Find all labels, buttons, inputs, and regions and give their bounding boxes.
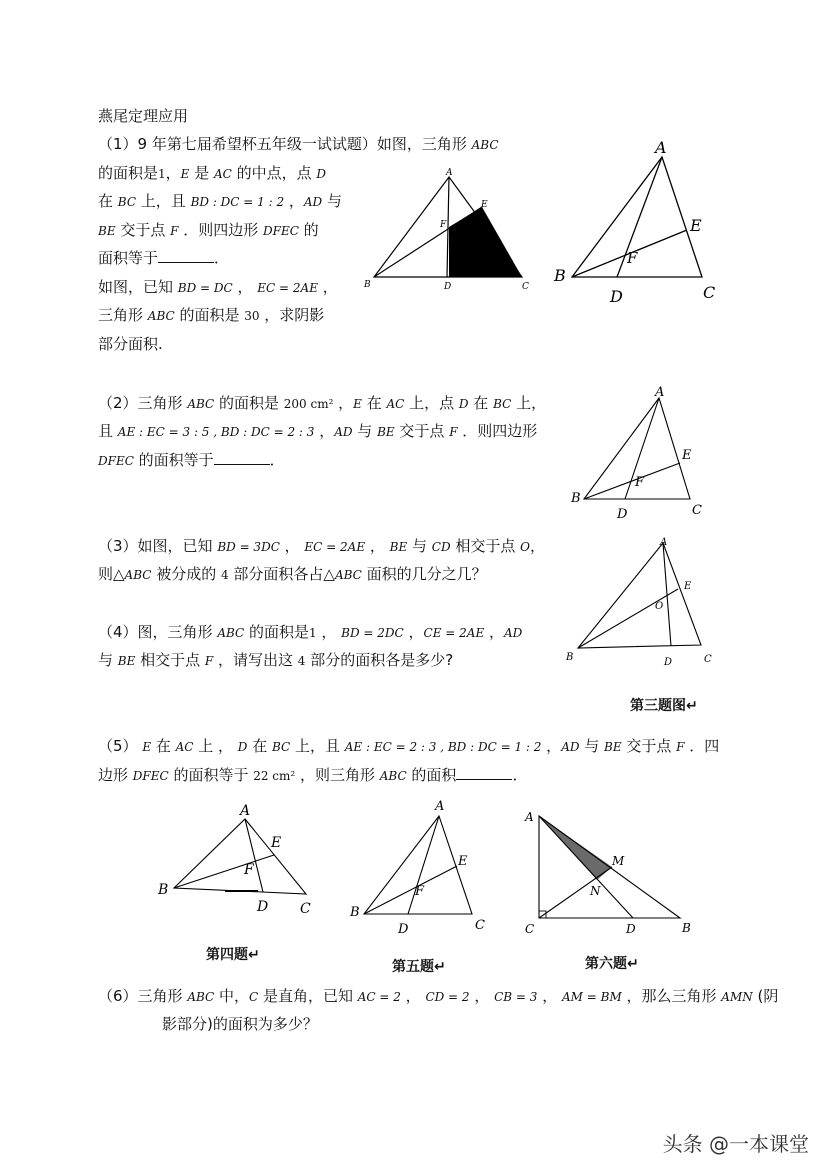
label-b: B — [554, 266, 566, 285]
label-a: A — [240, 803, 251, 819]
label-a: A — [525, 810, 534, 824]
label-c: C — [475, 918, 485, 933]
figure-1-triangle — [550, 135, 730, 305]
label-c: C — [522, 282, 529, 292]
problem-2-line-2: 且 AE : EC = 3 : 5 , BD : DC = 2 : 3 ，AD 与 BE 交于点 F ．则四边形 — [98, 422, 538, 440]
problem-1-line-7: 三角形 ABC 的面积是 30 ，求阴影 — [98, 306, 325, 324]
caption-figure-4: 第四题↵ — [206, 947, 260, 963]
problem-1-line-1: （1）9 年第七届希望杯五年级一试试题）如图，三角形 ABC — [98, 135, 499, 153]
label-b: B — [566, 652, 574, 663]
figure-4-triangle — [150, 795, 325, 930]
figure-2-triangle — [565, 385, 715, 525]
label-a: A — [435, 799, 445, 814]
label-d: D — [617, 507, 628, 522]
label-e: E — [682, 448, 692, 463]
label-c: C — [300, 901, 311, 917]
label-f: F — [440, 220, 447, 230]
label-b: B — [682, 921, 691, 935]
label-e: E — [271, 835, 282, 851]
label-b: B — [158, 882, 169, 898]
label-d: D — [626, 922, 636, 936]
label-d: D — [664, 657, 673, 668]
label-c: C — [692, 503, 702, 518]
label-d: D — [610, 287, 623, 306]
caption-figure-6: 第六题↵ — [585, 956, 639, 972]
page-title: 燕尾定理应用 — [98, 107, 189, 125]
label-d: D — [444, 282, 452, 292]
problem-4-line-2: 与 BE 相交于点 F ，请写出这 4 部分的面积各是多少? — [98, 651, 454, 669]
figure-3-triangle — [560, 535, 725, 670]
label-e: E — [690, 216, 702, 235]
problem-1-line-3: 在 BC 上，且 BD : DC = 1 : 2 ，AD 与 — [98, 192, 342, 210]
label-e: E — [684, 581, 692, 592]
shaded-region — [449, 207, 522, 277]
watermark: 头条 @一本课堂 — [662, 1132, 809, 1156]
label-f: F — [627, 249, 638, 267]
problem-5-line-2: 边形 DFEC 的面积等于 22 cm² ，则三角形 ABC 的面积 ． — [98, 766, 528, 784]
problem-3-line-1: （3）如图，已知 BD = 3DC ， EC = 2AE ， BE 与 CD 相交于点 O， — [98, 537, 545, 555]
answer-blank — [158, 248, 214, 263]
label-f: F — [415, 884, 425, 899]
label-b: B — [350, 905, 360, 920]
caption-figure-5: 第五题↵ — [392, 959, 446, 975]
problem-5-line-1: （5） E 在 AC 上 ， D 在 BC 上，且 AE : EC = 2 : 3 , BD : DC = 1 : 2 ，AD 与 BE 交于点 F ．四 — [98, 737, 720, 755]
problem-1-line-5: 面积等于 ． — [98, 249, 230, 267]
problem-1-line-4: BE 交于点 F ．则四边形 DFEC 的 — [98, 221, 319, 239]
label-d: D — [257, 899, 269, 915]
label-e: E — [458, 854, 468, 869]
label-b: B — [571, 491, 581, 506]
figure-5-triangle — [340, 795, 500, 945]
answer-blank — [214, 450, 270, 465]
label-b: B — [364, 280, 371, 290]
caption-figure-3: 第三题图↵ — [630, 698, 698, 714]
label-a: A — [655, 385, 665, 400]
label-f: F — [635, 475, 645, 490]
problem-6-line-1: （6）三角形 ABC 中，C 是直角，已知 AC = 2 ， CD = 2 ， CB = 3 ， AM = BM ，那么三角形 AMN (阴 — [98, 987, 779, 1005]
label-a: A — [655, 138, 667, 157]
label-d: D — [398, 922, 409, 937]
figure-6-right-triangle — [515, 805, 715, 940]
label-m: M — [612, 854, 625, 868]
label-n: N — [590, 884, 601, 898]
figure-1-shaded-triangle — [360, 165, 535, 295]
label-a: A — [446, 168, 453, 178]
problem-1-line-8: 部分面积. — [98, 335, 163, 353]
shaded-triangle-amn — [539, 816, 612, 880]
problem-1-line-6: 如图，已知 BD = DC ， EC = 2AE ， — [98, 278, 338, 296]
label-f: F — [244, 862, 254, 878]
problem-2-line-1: （2）三角形 ABC 的面积是 200 cm² ，E 在 AC 上，点 D 在 BC 上， — [98, 394, 547, 412]
problem-6-line-2: 影部分)的面积为多少？ — [162, 1015, 318, 1033]
label-c: C — [704, 654, 712, 665]
label-c: C — [703, 283, 716, 302]
problem-4-line-1: （4）图，三角形 ABC 的面积是1 ， BD = 2DC ，CE = 2AE ，AD — [98, 623, 523, 641]
problem-3-line-2: 则△ABC 被分成的 4 部分面积各占△ABC 面积的几分之几？ — [98, 565, 487, 583]
label-e: E — [481, 200, 488, 210]
problem-1-line-2: 的面积是1，E 是 AC 的中点，点 D — [98, 164, 327, 182]
label-a: A — [660, 537, 668, 548]
problem-2-line-3: DFEC 的面积等于 ． — [98, 451, 285, 469]
label-c: C — [525, 922, 535, 936]
label-o: O — [655, 601, 664, 612]
answer-blank — [456, 765, 512, 780]
